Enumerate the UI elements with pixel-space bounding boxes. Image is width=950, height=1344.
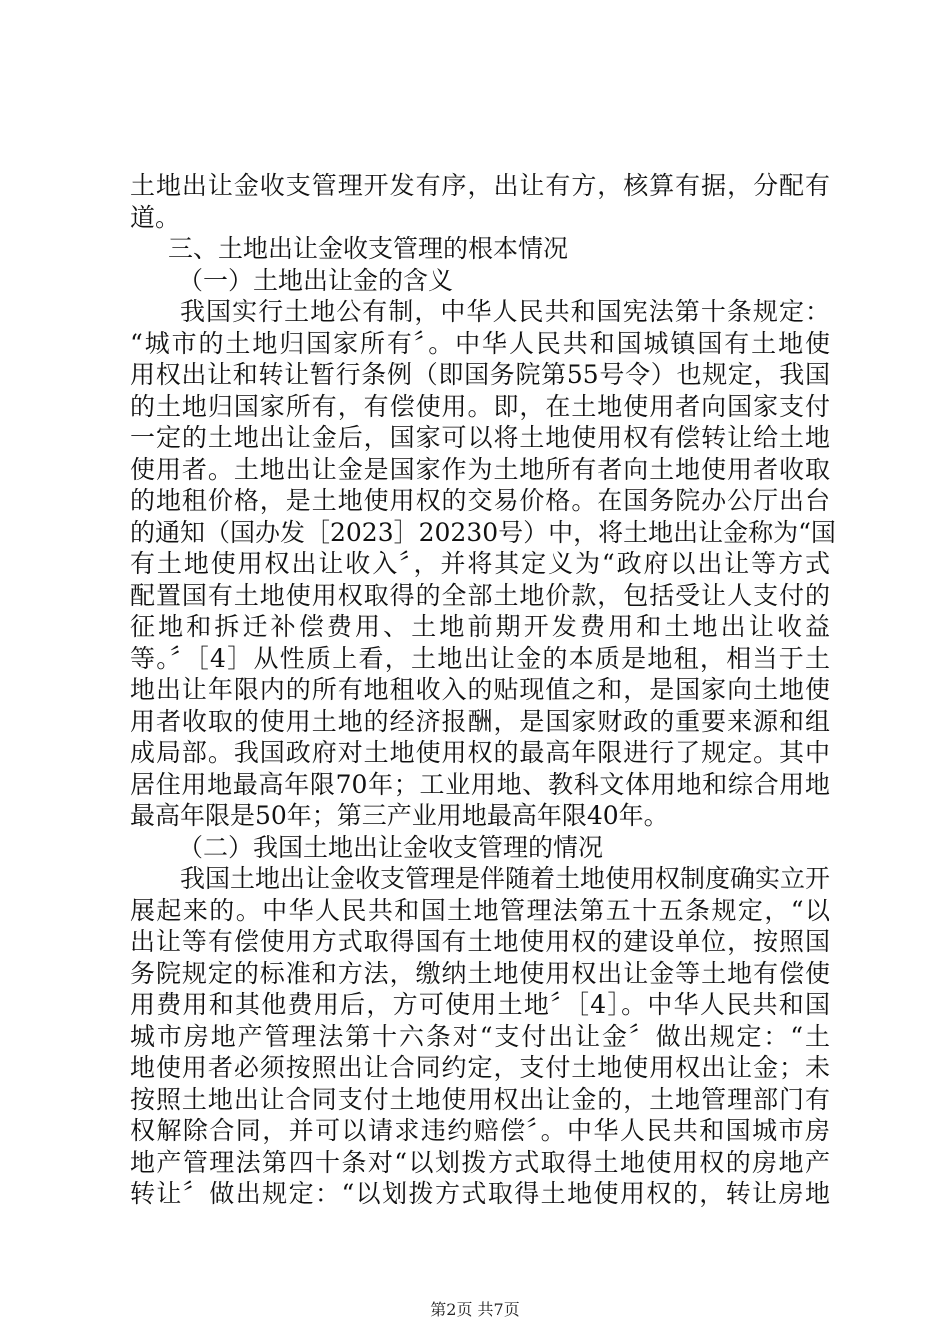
text-line: 出让等有偿使用方式取得国有土地使用权的建设单位，按照国	[130, 927, 830, 956]
text-line: 道。	[130, 202, 181, 232]
text-line: 居住用地最高年限70年；工业用地、教科文体用地和综合用地	[130, 769, 830, 799]
text-line: 我国土地出让金收支管理是伴随着土地使用权制度确实立开	[180, 864, 831, 893]
text-line: 按照土地出让合同支付土地使用权出让金的，土地管理部门有	[130, 1084, 830, 1114]
text-line: 土地出让金收支管理开发有序，出让有方，核算有据，分配有	[130, 171, 830, 200]
document-body	[130, 170, 836, 1210]
text-line: 地出让年限内的所有地租收入的贴现值之和，是国家向土地使	[130, 675, 830, 704]
text-line: 我国实行土地公有制，中华人民共和国宪法第十条规定：	[180, 297, 830, 326]
page-number-footer: 第2页 共7页	[430, 1300, 520, 1319]
text-line: 配置国有土地使用权取得的全部土地价款，包括受让人支付的	[130, 580, 830, 610]
subsection-heading: （二）我国土地出让金收支管理的情况	[178, 832, 604, 862]
text-line: 最高年限是50年；第三产业用地最高年限40年。	[130, 801, 669, 830]
text-line: 的通知（国办发［2023］20230号）中，将土地出让金称为“国	[130, 517, 836, 547]
text-line: 地使用者必须按照出让合同约定，支付土地使用权出让金；未	[130, 1053, 830, 1082]
text-line: 地产管理法第四十条对“以划拨方式取得土地使用权的房地产	[130, 1147, 830, 1177]
text-line: 使用者。土地出让金是国家作为土地所有者向土地使用者收取	[130, 454, 830, 484]
text-line: “城市的土地归国家所有〞。中华人民共和国城镇国有土地使	[130, 328, 830, 358]
text-line: 展起来的。中华人民共和国土地管理法第五十五条规定，“以	[130, 895, 830, 925]
text-line: 城市房地产管理法第十六条对“支付出让金〞做出规定：“土	[130, 1021, 830, 1051]
text-line: 用费用和其他费用后，方可使用土地〞［4］。中华人民共和国	[130, 990, 830, 1019]
subsection-heading: （一）土地出让金的含义	[178, 265, 454, 295]
text-line: 成局部。我国政府对土地使用权的最高年限进行了规定。其中	[130, 738, 830, 767]
text-line: 有土地使用权出让收入〞，并将其定义为“政府以出让等方式	[130, 549, 830, 578]
text-line: 的地租价格，是土地使用权的交易价格。在国务院办公厅出台	[130, 486, 830, 515]
text-line: 等。〞［4］从性质上看，土地出让金的本质是地租，相当于土	[130, 643, 830, 673]
text-line: 用权出让和转让暂行条例（即国务院第55号令）也规定，我国	[130, 360, 830, 389]
text-line: 的土地归国家所有，有偿使用。即，在土地使用者向国家支付	[130, 391, 830, 421]
text-line: 转让〞做出规定：“以划拨方式取得土地使用权的，转让房地	[130, 1179, 830, 1208]
text-line: 征地和拆迁补偿费用、土地前期开发费用和土地出让收益	[130, 612, 830, 641]
text-line: 权解除合同，并可以请求违约赔偿〞。中华人民共和国城市房	[130, 1116, 830, 1145]
text-line: 用者收取的使用土地的经济报酬，是国家财政的重要来源和组	[130, 706, 830, 736]
section-heading: 三、土地出让金收支管理的根本情况	[168, 234, 569, 263]
text-line: 一定的土地出让金后，国家可以将土地使用权有偿转让给土地	[130, 423, 830, 452]
text-line: 务院规定的标准和方法，缴纳土地使用权出让金等土地有偿使	[130, 958, 830, 988]
